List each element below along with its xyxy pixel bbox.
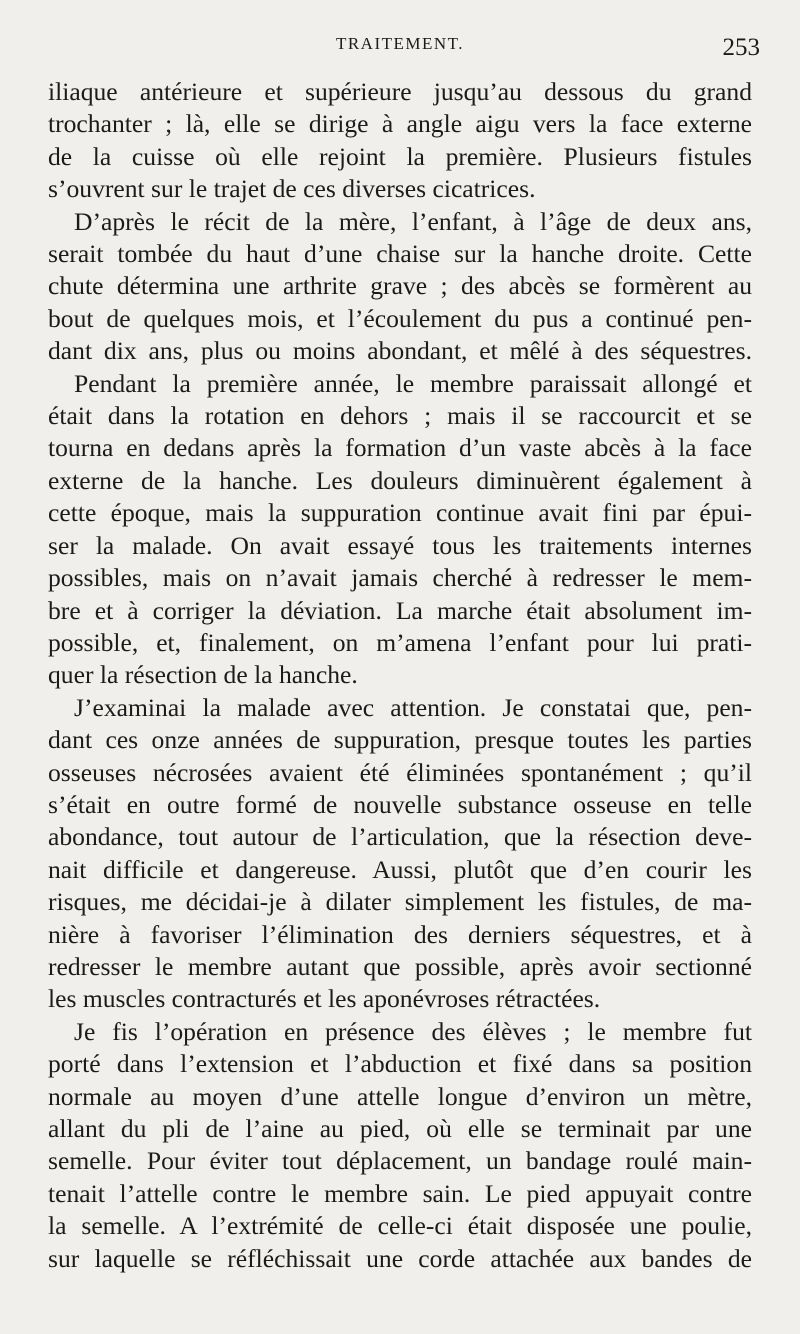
text-line: risques, me décidai-je à dilater simplement les fistules, de ma- bbox=[48, 887, 752, 917]
text-line: osseuses nécrosées avaient été éliminées spontanément ; qu’il bbox=[48, 757, 752, 787]
text-line: trochanter ; là, elle se dirige à angle aigu vers la face externe bbox=[48, 109, 752, 139]
text-line: sur laquelle se réfléchissait une corde attachée aux bandes de bbox=[48, 1243, 752, 1273]
text-line: de la cuisse où elle rejoint la première. Plusieurs fistules bbox=[48, 141, 752, 171]
text-line: externe de la hanche. Les douleurs diminuèrent également à bbox=[48, 465, 752, 495]
body-text bbox=[48, 76, 752, 1275]
text-line: iliaque antérieure et supérieure jusqu’au dessous du grand bbox=[48, 77, 752, 106]
text-line: s’était en outre formé de nouvelle substance osseuse en telle bbox=[48, 789, 752, 819]
text-line: semelle. Pour éviter tout déplacement, un bandage roulé main- bbox=[48, 1146, 752, 1176]
paragraph bbox=[48, 368, 752, 692]
text-line: nait difficile et dangereuse. Aussi, plutôt que d’en courir les bbox=[48, 854, 752, 884]
text-line: Pendant la première année, le membre paraissait allongé et bbox=[74, 368, 752, 398]
running-title: TRAITEMENT. bbox=[335, 34, 465, 53]
text-line: bre et à corriger la déviation. La marche était absolument im- bbox=[48, 595, 752, 625]
paragraph bbox=[48, 1016, 752, 1275]
text-line: J’examinai la malade avec attention. Je constatai que, pen- bbox=[74, 692, 752, 722]
page-number: 253 bbox=[722, 34, 760, 61]
text-line: dant ces onze années de suppuration, presque toutes les parties bbox=[48, 725, 752, 755]
text-line: la semelle. A l’extrémité de celle-ci était disposée une poulie, bbox=[48, 1211, 752, 1241]
paragraph bbox=[48, 206, 752, 368]
text-line: D’après le récit de la mère, l’enfant, à l’âge de deux ans, bbox=[74, 206, 752, 236]
text-line: possible, et, finalement, on m’amena l’enfant pour lui prati- bbox=[48, 627, 752, 657]
text-line: ser la malade. On avait essayé tous les traitements internes bbox=[48, 530, 752, 560]
text-line: serait tombée du haut d’une chaise sur la hanche droite. Cette bbox=[48, 239, 752, 269]
text-line: tenait l’attelle contre le membre sain. Le pied appuyait contre bbox=[48, 1178, 752, 1208]
text-line: normale au moyen d’une attelle longue d’environ un mètre, bbox=[48, 1081, 752, 1111]
text-line: s’ouvrent sur le trajet de ces diverses cicatrices. bbox=[48, 174, 536, 204]
text-line: était dans la rotation en dehors ; mais il se raccourcit et se bbox=[48, 401, 752, 431]
text-line: Je fis l’opération en présence des élèves ; le membre fut bbox=[74, 1016, 752, 1046]
text-line: quer la résection de la hanche. bbox=[48, 660, 358, 690]
text-line: chute détermina une arthrite grave ; des abcès se formèrent au bbox=[48, 271, 752, 301]
text-line: redresser le membre autant que possible, après avoir sectionné bbox=[48, 951, 752, 981]
text-line: tourna en dedans après la formation d’un vaste abcès à la face bbox=[48, 433, 752, 463]
paragraph bbox=[48, 76, 752, 206]
paragraph bbox=[48, 692, 752, 1016]
text-line: possibles, mais on n’avait jamais cherché à redresser le mem- bbox=[48, 563, 752, 593]
text-line: porté dans l’extension et l’abduction et fixé dans sa position bbox=[48, 1049, 752, 1079]
text-line: abondance, tout autour de l’articulation, que la résection deve- bbox=[48, 822, 752, 852]
text-line: bout de quelques mois, et l’écoulement du pus a continué pen- bbox=[48, 303, 752, 333]
text-line: dant dix ans, plus ou moins abondant, et mêlé à des séquestres. bbox=[48, 336, 752, 366]
text-line: les muscles contracturés et les aponévroses rétractées. bbox=[48, 984, 601, 1014]
text-line: cette époque, mais la suppuration continue avait fini par épui- bbox=[48, 498, 752, 528]
text-line: allant du pli de l’aine au pied, où elle se terminait par une bbox=[48, 1114, 752, 1143]
running-head bbox=[0, 34, 800, 64]
text-line: nière à favoriser l’élimination des derniers séquestres, et à bbox=[48, 919, 752, 949]
